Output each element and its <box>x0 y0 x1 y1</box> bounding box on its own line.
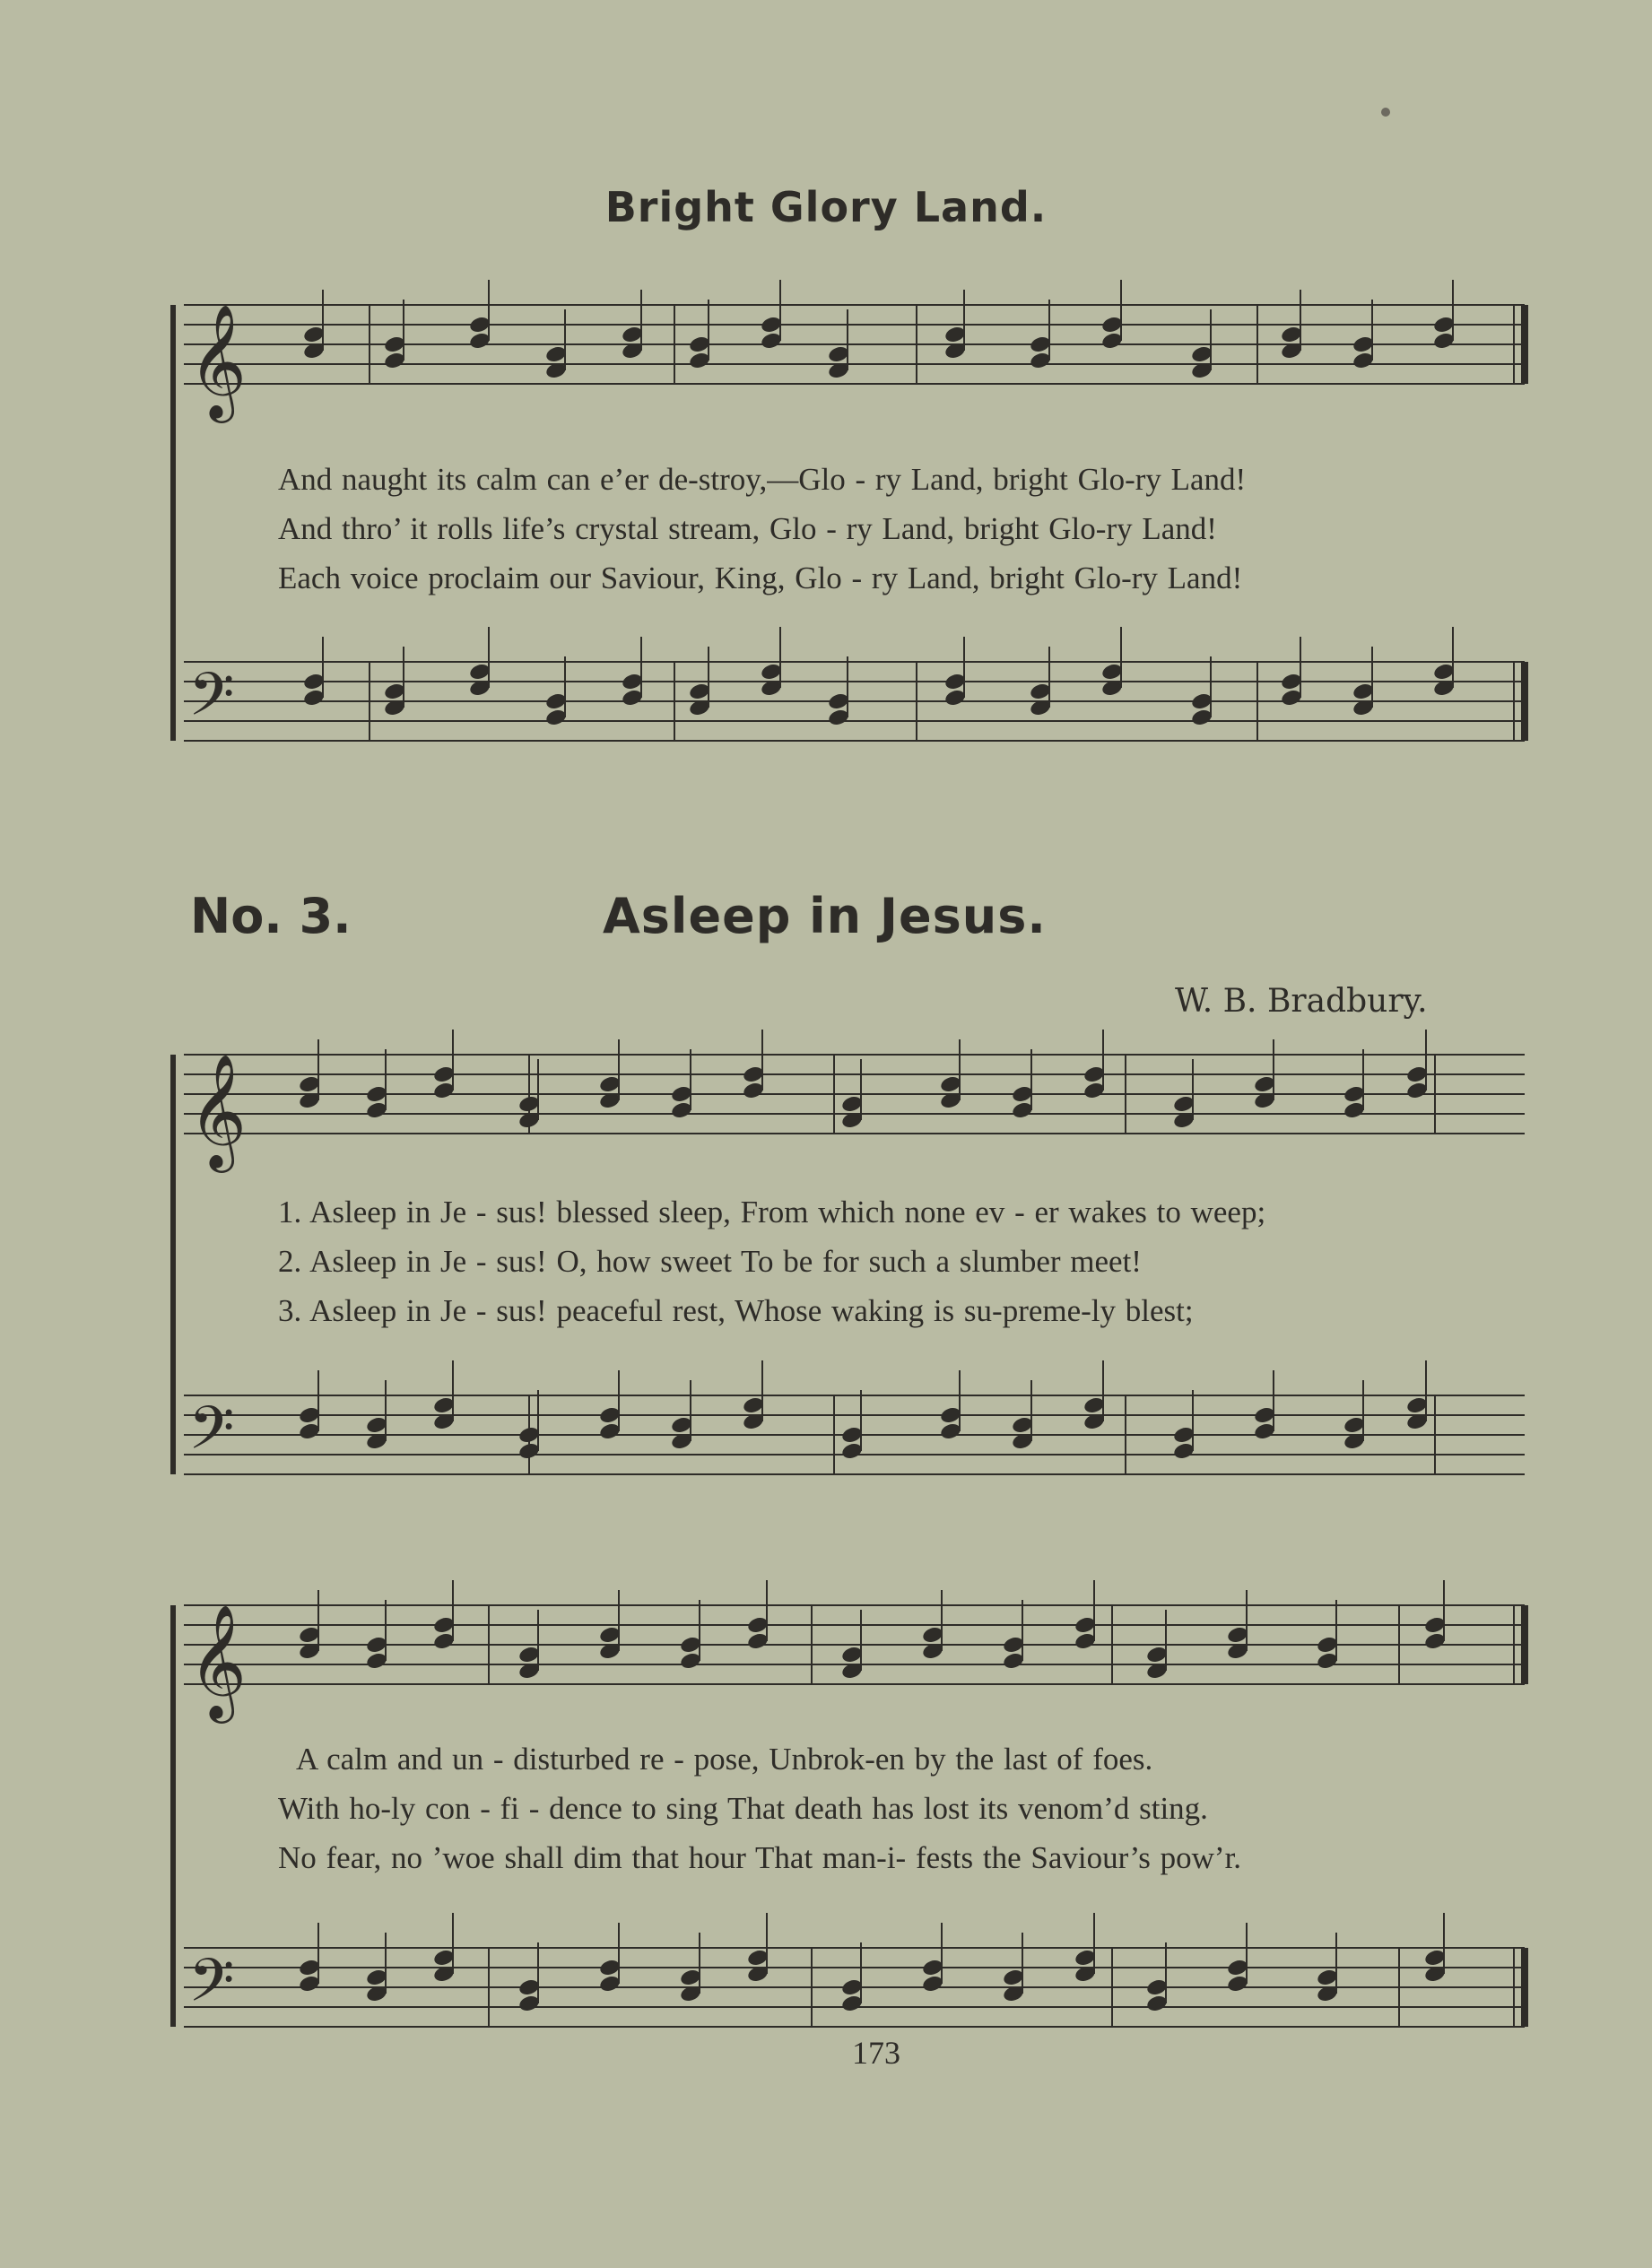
lyric-line-3: Each voice proclaim our Saviour, King, Glo - ry Land, bright Glo-ry Land! <box>278 560 1243 595</box>
verse-2-part-1: 2. Asleep in Je - sus! O, how sweet To be for such a slumber meet! <box>278 1244 1142 1279</box>
hymn-title-asleep-in-jesus: Asleep in Jesus. <box>603 888 1047 944</box>
hymn-title-bright-glory-land: Bright Glory Land. <box>604 183 1048 231</box>
verse-2-part-2: With ho-ly con - fi - dence to sing That death has lost its venom’d sting. <box>278 1791 1208 1826</box>
hymn1-system-bass-clef: 𝄢 <box>188 660 235 743</box>
lyric-line-2: And thro’ it rolls life’s crystal stream, Glo - ry Land, bright Glo-ry Land! <box>278 511 1217 546</box>
hymn2-system1-treble-clef: 𝄞 <box>188 1053 248 1168</box>
hymn2-system1-bass-clef: 𝄢 <box>188 1394 235 1477</box>
lyric-line-1: And naught its calm can e’er de-stroy,—Glo - ry Land, bright Glo-ry Land! <box>278 462 1247 497</box>
page-number: 173 <box>852 2035 900 2071</box>
hymn-number: No. 3. <box>190 888 352 944</box>
hymn2-system2-bass-clef: 𝄢 <box>188 1946 235 2029</box>
composer-credit: W. B. Bradbury. <box>1175 983 1428 1020</box>
verse-1-part-1: 1. Asleep in Je - sus! blessed sleep, From which none ev - er wakes to weep; <box>278 1195 1266 1230</box>
hymn1-system-treble-clef: 𝄞 <box>188 303 248 418</box>
hymn2-system2-treble-clef: 𝄞 <box>188 1603 248 1718</box>
verse-3-part-1: 3. Asleep in Je - sus! peaceful rest, Whose waking is su-preme-ly blest; <box>278 1293 1194 1328</box>
verse-1-part-2: A calm and un - disturbed re - pose, Unbrok-en by the last of foes. <box>296 1742 1153 1777</box>
verse-3-part-2: No fear, no ’woe shall dim that hour That man-i- fests the Saviour’s pow’r. <box>278 1840 1242 1875</box>
